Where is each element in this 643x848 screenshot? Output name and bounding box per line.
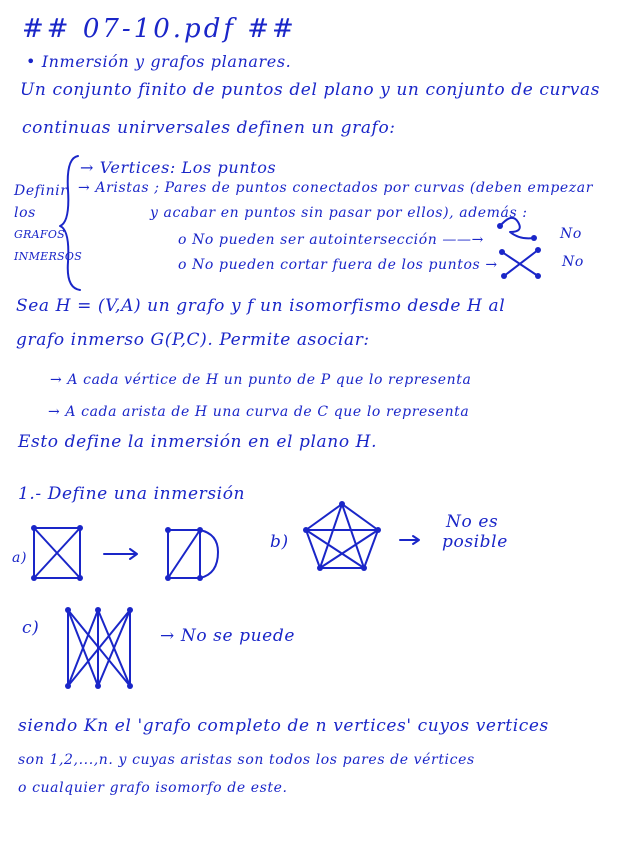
c-result: → No se puede	[160, 626, 295, 646]
rule-1-no: No	[560, 226, 582, 242]
label-c: c)	[22, 618, 40, 638]
label-b: b)	[270, 532, 289, 552]
crossing-icon	[499, 247, 541, 279]
graph-c-k33	[65, 607, 133, 689]
b-result-line: No es	[446, 512, 499, 532]
esto-line: Esto define la inmersión en el plano H.	[18, 432, 378, 452]
side-label-line: Definir	[14, 183, 68, 199]
side-label-line: INMERSOS	[14, 250, 83, 263]
edges-line-2: y acabar en puntos sin pasar por ellos), además :	[150, 205, 528, 221]
vertices-line: → Vertices: Los puntos	[80, 158, 277, 177]
label-a: a)	[12, 550, 28, 566]
b-result-line: posible	[442, 532, 508, 552]
graph-b-k5	[303, 501, 381, 571]
topic-line: • Inmersión y grafos planares.	[26, 52, 292, 71]
side-label-line: los	[14, 205, 36, 221]
definition-line-1: Un conjunto finito de puntos del plano y un conjunto de curvas	[20, 80, 601, 100]
rule-2-no: No	[562, 254, 584, 270]
closing-line-1: siendo Kn el 'grafo completo de n vertices' cuyos vertices	[18, 716, 549, 736]
brace-icon	[60, 156, 80, 290]
edges-line: → Aristas ; Pares de puntos conectados por curvas (deben empezar	[78, 180, 593, 196]
closing-line-2: son 1,2,...,n. y cuyas aristas son todos los pares de vértices	[18, 752, 475, 768]
graph-a-k4	[31, 525, 83, 581]
closing-line-3: o cualquier grafo isomorfo de este.	[18, 780, 288, 796]
graph-a-planar	[165, 527, 218, 581]
side-label-line: GRAFOS	[14, 228, 65, 241]
assoc-edge: → A cada arista de H una curva de C que lo representa	[48, 404, 470, 420]
self-loop-icon	[497, 218, 537, 241]
page-title: ## 07-10.pdf ##	[22, 14, 297, 44]
definition-line-2: continuas unirversales definen un grafo:	[22, 118, 396, 138]
arrow-icon	[104, 549, 137, 559]
exercise-heading: 1.- Define una inmersión	[18, 484, 246, 504]
arrow-icon	[400, 536, 419, 544]
assoc-vertex: → A cada vértice de H un punto de P que lo representa	[50, 372, 472, 388]
rule-no-crossing: o No pueden cortar fuera de los puntos →	[178, 257, 498, 273]
rule-no-self-loop: o No pueden ser autointersección ——→	[178, 232, 484, 248]
grafo-line: grafo inmerso G(P,C). Permite asociar:	[16, 330, 370, 350]
sea-line: Sea H = (V,A) un grafo y f un isomorfismo desde H al	[16, 296, 506, 316]
